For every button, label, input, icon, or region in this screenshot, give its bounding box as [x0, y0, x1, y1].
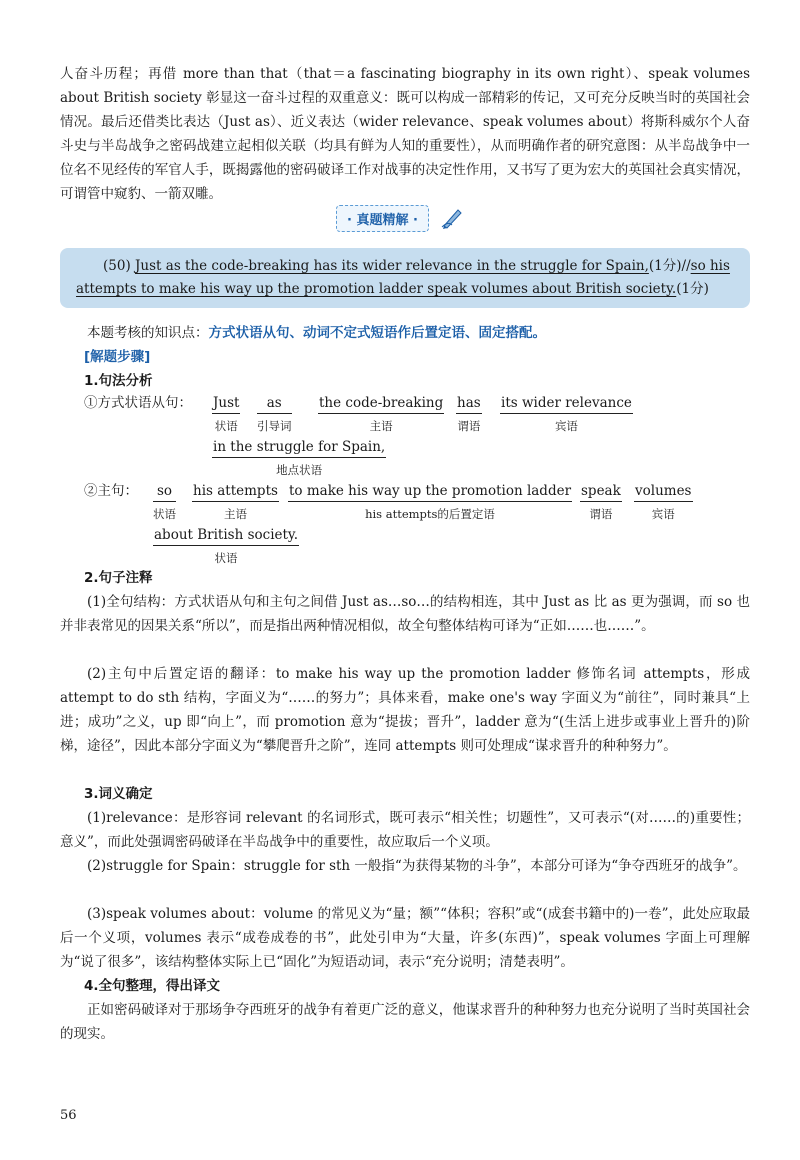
clause1-word-text: Just: [212, 393, 240, 414]
clause1-role: 状语: [214, 419, 238, 433]
clause1-role: 谓语: [457, 419, 481, 433]
clause1-label: ①方式状语从句：: [84, 395, 192, 411]
clause2-word: [580, 481, 622, 522]
s2-title-label: 2.句子注释: [84, 570, 153, 586]
s2-paragraph-1: (1)全句结构：方式状语从句和主句之间借 Just as…so…的结构相连，其中 Just as 比 as 更为强调，而 so 也并非表常见的因果关系“所以”，而是指出两种情况相似，故全句整体结构可译为“正如……也……”。: [60, 594, 750, 634]
steps-heading-label: [解题步骤]: [84, 349, 151, 365]
clause1-word: [257, 393, 292, 434]
clause2-word-text: so: [153, 481, 176, 502]
section-heading-label: · 真题精解 ·: [336, 205, 429, 232]
clause1-line2: [212, 437, 386, 478]
clause2-word: [153, 481, 176, 522]
section-heading: [0, 205, 800, 233]
knowledge-label: 本题考核的知识点：: [87, 325, 209, 341]
s3-paragraph-3: (3)speak volumes about：volume 的常见义为“量；额”“体积；容积”或“(成套书籍中的)一卷”，此处应取最后一个义项，volumes 表示“成卷成卷的书”，此处引申为“大量，许多(东西)”，speak volumes 字面上可理解为“说了很多”，该结构整体实际上已“固化”为短语动词，表示“充分说明；清楚表明”。: [60, 906, 750, 970]
s2-paragraph-2: (2)主句中后置定语的翻译：to make his way up the promotion ladder 修饰名词 attempts，形成 attempt to do sth 结构，字面义为“……的努力”；具体来看，make one's way 字面义为“前往”，同时兼具“上进；成功”之义，up 即“向上”，而 promotion 意为“提拔；晋升”，ladder 意为“(生活上进步或事业上晋升的)阶梯，途径”，因此本部分字面义为“攀爬晋升之阶”，连同 attempts 则可处理成“谋求晋升的种种努力”。: [60, 666, 750, 754]
clause2-line2-text: about British society.: [153, 525, 299, 546]
clause1-word-text: the code-breaking: [318, 393, 444, 414]
knowledge-line: [60, 321, 750, 345]
steps-heading: [84, 345, 744, 369]
clause2-role: 谓语: [589, 507, 613, 521]
clause1-word: [500, 393, 633, 434]
clause2-word-text: to make his way up the promotion ladder: [288, 481, 572, 502]
clause2-label: ②主句：: [84, 483, 138, 499]
s4-title-label: 4.全句整理，得出译文: [84, 978, 221, 994]
pen-icon: [440, 207, 464, 233]
s2-title: [84, 566, 744, 590]
clause1-line2-text: in the struggle for Spain,: [212, 437, 386, 458]
knowledge-points: 方式状语从句、动词不定式短语作后置定语、固定搭配。: [208, 325, 546, 341]
page-number: 56: [60, 1108, 77, 1123]
question-score1: (1分): [648, 258, 682, 274]
intro-paragraph: 人奋斗历程；再借 more than that（that＝a fascinating biography in its own right）、speak volumes about British society 彰显这一奋斗过程的双重意义：既可以构成一部精彩的传记，又可充分反映当时的英国社会情况。最后还借类比表达（Just as）、近义表达（wider relevance、speak volumes about）将斯科威尔个人奋斗史与半岛战争之密码战建立起相似关联（均具有鲜为人知的重要性），从而明确作者的研究意图：从半岛战争中一位名不见经传的军官人手，既揭露他的密码破译工作对战事的决定性作用，又书写了更为宏大的英国社会真实情况，可谓管中窥豹、一箭双雕。: [60, 66, 750, 202]
clause1-role: 主语: [369, 419, 393, 433]
s1-title: [84, 369, 744, 393]
s3-title: [84, 782, 744, 806]
question-number: (50): [103, 258, 131, 274]
s1-title-label: 1.句法分析: [84, 373, 153, 389]
clause2-word: [634, 481, 693, 522]
clause2-role: 主语: [223, 507, 247, 521]
s3-title-label: 3.词义确定: [84, 786, 153, 802]
question-text: [76, 255, 736, 301]
clause2-word-text: speak: [580, 481, 622, 502]
clause1-role: 引导词: [257, 419, 292, 433]
clause1-role: 宾语: [554, 419, 578, 433]
clause2-role: his attempts的后置定语: [365, 507, 495, 521]
clause2-word: [192, 481, 279, 522]
clause2-word-text: volumes: [634, 481, 693, 502]
clause2-role: 宾语: [651, 507, 675, 521]
s3-paragraph-1: (1)relevance：是形容词 relevant 的名词形式，既可表示“相关性；切题性”，又可表示“(对……的)重要性；意义”，而此处强调密码破译在半岛战争中的重要性，故应取后一个义项。: [60, 810, 750, 850]
question-part1: Just as the code-breaking has its wider relevance in the struggle for Spain,: [135, 258, 649, 274]
clause2-role: 状语: [153, 507, 176, 521]
clause2-line2-role: 状语: [214, 551, 238, 565]
clause1-word: [318, 393, 444, 434]
clause1-word-text: has: [456, 393, 482, 414]
clause2-word-text: his attempts: [192, 481, 279, 502]
s4-title: [84, 974, 744, 998]
clause2-word: [288, 481, 572, 522]
question-part2b: attempts to make his way up the promotion ladder speak volumes about British society.: [76, 281, 677, 297]
translation-paragraph: 正如密码破译对于那场争夺西班牙的战争有着更广泛的意义，他谋求晋升的种种努力也充分说明了当时英国社会的现实。: [60, 1002, 750, 1042]
clause1-word: [212, 393, 240, 434]
clause1-word-text: as: [257, 393, 292, 414]
question-separator: //: [681, 258, 691, 274]
question-score2: (1分): [676, 281, 709, 297]
clause1-line2-role: 地点状语: [276, 463, 323, 477]
clause2-line2: [153, 525, 299, 566]
clause1-word: [456, 393, 482, 434]
clause1-word-text: its wider relevance: [500, 393, 633, 414]
question-part2a: so his: [690, 258, 730, 274]
s3-paragraph-2: (2)struggle for Spain：struggle for sth 一般指“为获得某物的斗争”，本部分可译为“争夺西班牙的战争”。: [87, 858, 747, 874]
